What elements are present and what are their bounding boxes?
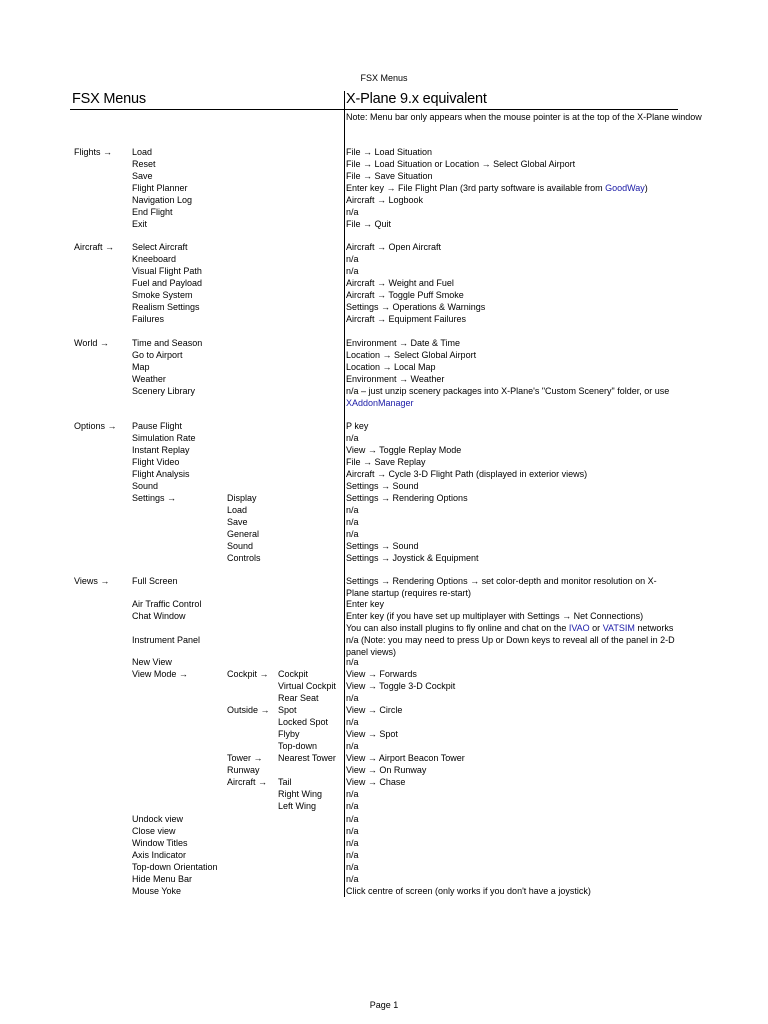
xplane-text: View → Toggle 3-D Cockpit — [346, 681, 456, 691]
page-header: FSX Menus — [360, 73, 408, 83]
fsx-menu-cell: Reset — [132, 159, 156, 169]
xplane-equivalent-cell — [346, 241, 441, 253]
fsx-menu-cell: End Flight — [132, 207, 173, 217]
xplane-equivalent-cell — [346, 800, 359, 812]
xplane-text: Aircraft → Cycle 3-D Flight Path (displayed in exterior views) — [346, 469, 588, 479]
xplane-equivalent-cell — [346, 873, 359, 885]
xplane-text: n/a — [346, 717, 359, 727]
xplane-text: File → Load Situation — [346, 147, 433, 157]
xplane-equivalent-cell — [346, 728, 398, 740]
xplane-equivalent-cell — [346, 170, 433, 182]
xplane-text: ) — [644, 183, 648, 193]
fsx-menu-cell: Right Wing — [278, 789, 323, 799]
xplane-text: Location → Select Global Airport — [346, 350, 477, 360]
xplane-text: n/a — [346, 517, 359, 527]
fsx-menu-cell: Chat Window — [132, 611, 186, 621]
xplane-text: n/a — [346, 433, 359, 443]
xplane-equivalent-cell — [346, 692, 359, 704]
xplane-text: View → Spot — [346, 729, 398, 739]
fsx-menu-cell: Undock view — [132, 814, 184, 824]
xplane-text: n/a — [346, 529, 359, 539]
fsx-menu-cell: Map — [132, 362, 150, 372]
xplane-text: n/a — [346, 838, 359, 848]
xplane-equivalent-cell — [346, 776, 405, 788]
xplane-text: n/a — [346, 505, 359, 515]
xplane-text: You can also install plugins to fly online and chat on the — [346, 623, 569, 633]
xplane-text: Environment → Date & Time — [346, 338, 461, 348]
xplane-text: Environment → Weather — [346, 374, 445, 384]
xplane-text: Note: Menu bar only appears when the mouse pointer is at the top of the X-Plane window — [346, 112, 702, 122]
xplane-equivalent-cell — [346, 740, 359, 752]
xplane-equivalent-cell — [346, 385, 678, 409]
xplane-equivalent-cell — [346, 289, 464, 301]
xplane-equivalent-cell — [346, 492, 468, 504]
fsx-menu-cell: Cockpit → — [227, 669, 269, 679]
fsx-menu-cell: Load — [132, 147, 153, 157]
xplane-text: Aircraft → Toggle Puff Smoke — [346, 290, 464, 300]
xplane-text: n/a — [346, 789, 359, 799]
fsx-menu-cell: Locked Spot — [278, 717, 329, 727]
xplane-text: n/a — [346, 693, 359, 703]
fsx-menu-cell: Weather — [132, 374, 166, 384]
fsx-menu-cell: Smoke System — [132, 290, 193, 300]
xplane-equivalent-cell — [346, 598, 384, 610]
fsx-menu-cell: New View — [132, 657, 172, 667]
xplane-text: Settings → Sound — [346, 481, 419, 491]
xplane-text: Settings → Joystick & Equipment — [346, 553, 479, 563]
xplane-text: Aircraft → Open Aircraft — [346, 242, 442, 252]
xplane-equivalent-cell — [346, 861, 359, 873]
xplane-equivalent-cell — [346, 622, 673, 634]
fsx-menu-cell: Virtual Cockpit — [278, 681, 336, 691]
fsx-menu-cell: Kneeboard — [132, 254, 177, 264]
fsx-menu-cell: Top-down — [278, 741, 318, 751]
column-divider — [344, 91, 345, 897]
fsx-menu-cell: Aircraft → — [74, 242, 115, 252]
xplane-text: n/a — [346, 826, 359, 836]
column-title-fsx: FSX Menus — [72, 91, 146, 107]
xplane-equivalent-cell — [346, 540, 419, 552]
xplane-text: or — [589, 623, 603, 633]
xplane-equivalent-cell — [346, 253, 359, 265]
fsx-menu-cell: Pause Flight — [132, 421, 183, 431]
xplane-equivalent-cell — [346, 182, 648, 194]
xplane-text: Aircraft → Equipment Failures — [346, 314, 467, 324]
xplane-equivalent-cell — [346, 788, 359, 800]
xplane-text: Settings → Rendering Options → set color-depth and monitor resolution on X-Plane startup (requires re-start) — [346, 576, 657, 598]
xplane-equivalent-cell — [346, 468, 587, 480]
fsx-menu-cell: Flight Video — [132, 457, 180, 467]
xplane-equivalent-cell — [346, 194, 423, 206]
xplane-equivalent-cell — [346, 813, 359, 825]
xplane-text: n/a — [346, 207, 359, 217]
xplane-equivalent-cell — [346, 504, 359, 516]
xplane-equivalent-cell — [346, 146, 432, 158]
xplane-equivalent-cell — [346, 680, 455, 692]
fsx-menu-cell: Rear Seat — [278, 693, 319, 703]
xplane-equivalent-cell — [346, 361, 436, 373]
xplane-text: Settings → Rendering Options — [346, 493, 468, 503]
xplane-equivalent-cell — [346, 158, 575, 170]
fsx-menu-cell: Sound — [227, 541, 254, 551]
fsx-menu-cell: Mouse Yoke — [132, 886, 182, 896]
fsx-menu-cell: Instant Replay — [132, 445, 190, 455]
fsx-menu-cell: Save — [227, 517, 248, 527]
xplane-text: File → Save Situation — [346, 171, 433, 181]
xplane-equivalent-cell — [346, 265, 359, 277]
xplane-equivalent-cell — [346, 552, 479, 564]
hyperlink[interactable]: GoodWay — [605, 183, 645, 193]
xplane-equivalent-cell — [346, 337, 460, 349]
xplane-equivalent-cell — [346, 111, 702, 123]
xplane-text: n/a – just unzip scenery packages into X-Plane's "Custom Scenery" folder, or use — [346, 386, 670, 396]
xplane-text: n/a — [346, 266, 359, 276]
fsx-menu-cell: Navigation Log — [132, 195, 193, 205]
fsx-menu-cell: Realism Settings — [132, 302, 200, 312]
xplane-equivalent-cell — [346, 668, 417, 680]
xplane-equivalent-cell — [346, 885, 591, 897]
xplane-text: n/a — [346, 741, 359, 751]
xplane-equivalent-cell — [346, 516, 359, 528]
xplane-equivalent-cell — [346, 656, 359, 668]
fsx-menu-cell: Hide Menu Bar — [132, 874, 193, 884]
xplane-equivalent-cell — [346, 373, 444, 385]
hyperlink[interactable]: VATSIM — [602, 623, 635, 633]
xplane-text: n/a — [346, 874, 359, 884]
fsx-menu-cell: Flight Planner — [132, 183, 188, 193]
xplane-text: View → On Runway — [346, 765, 427, 775]
column-title-xplane: X-Plane 9.x equivalent — [346, 91, 487, 107]
xplane-text: P key — [346, 421, 369, 431]
xplane-equivalent-cell — [346, 764, 426, 776]
fsx-menu-cell: Scenery Library — [132, 386, 196, 396]
xplane-equivalent-cell — [346, 837, 359, 849]
xplane-equivalent-cell — [346, 575, 678, 599]
fsx-menu-cell: Axis Indicator — [132, 850, 187, 860]
xplane-equivalent-cell — [346, 456, 426, 468]
fsx-menu-cell: Close view — [132, 826, 176, 836]
xplane-text: n/a — [346, 850, 359, 860]
xplane-equivalent-cell — [346, 480, 419, 492]
xplane-equivalent-cell — [346, 716, 359, 728]
xplane-equivalent-cell — [346, 610, 643, 622]
xplane-text: Settings → Operations & Warnings — [346, 302, 486, 312]
xplane-equivalent-cell — [346, 444, 461, 456]
xplane-text: n/a — [346, 801, 359, 811]
xplane-text: View → Airport Beacon Tower — [346, 753, 465, 763]
xplane-equivalent-cell — [346, 313, 466, 325]
fsx-menu-cell: Tower → — [227, 753, 263, 763]
xplane-text: File → Quit — [346, 219, 392, 229]
xplane-text: Location → Local Map — [346, 362, 436, 372]
fsx-menu-cell: Simulation Rate — [132, 433, 196, 443]
fsx-menu-cell: General — [227, 529, 260, 539]
fsx-menu-cell: Load — [227, 505, 248, 515]
fsx-menu-cell: Display — [227, 493, 257, 503]
xplane-equivalent-cell — [346, 825, 359, 837]
fsx-menu-cell: World → — [74, 338, 109, 348]
fsx-menu-cell: Settings → — [132, 493, 177, 503]
fsx-menu-cell: Exit — [132, 219, 148, 229]
fsx-menu-cell: Visual Flight Path — [132, 266, 202, 276]
xplane-equivalent-cell — [346, 301, 485, 313]
xplane-text: networks — [634, 623, 674, 633]
fsx-menu-cell: Save — [132, 171, 153, 181]
fsx-menu-cell: Time and Season — [132, 338, 203, 348]
xplane-text: Enter key → File Flight Plan (3rd party software is available from — [346, 183, 606, 193]
xplane-text: View → Forwards — [346, 669, 417, 679]
xplane-text: n/a — [346, 814, 359, 824]
header-rule — [70, 109, 678, 110]
fsx-menu-cell: Cockpit — [278, 669, 309, 679]
fsx-menu-cell: Full Screen — [132, 576, 178, 586]
fsx-menu-cell: Views → — [74, 576, 110, 586]
fsx-menu-cell: Air Traffic Control — [132, 599, 202, 609]
xplane-text: View → Circle — [346, 705, 403, 715]
xplane-text: n/a — [346, 254, 359, 264]
page-number: Page 1 — [369, 1000, 399, 1010]
xplane-equivalent-cell — [346, 277, 454, 289]
xplane-text: Aircraft → Logbook — [346, 195, 424, 205]
xplane-text: View → Chase — [346, 777, 406, 787]
fsx-menu-cell: Fuel and Payload — [132, 278, 203, 288]
xplane-equivalent-cell — [346, 420, 368, 432]
xplane-text: File → Load Situation or Location → Select Global Airport — [346, 159, 576, 169]
xplane-equivalent-cell — [346, 349, 476, 361]
fsx-menu-cell: Outside → — [227, 705, 270, 715]
fsx-menu-cell: Runway — [227, 765, 260, 775]
xplane-text: n/a (Note: you may need to press Up or Down keys to reveal all of the panel in 2-D panel views) — [346, 635, 675, 657]
xplane-equivalent-cell — [346, 704, 402, 716]
xplane-text: Settings → Sound — [346, 541, 419, 551]
fsx-menu-cell: Flights → — [74, 147, 113, 157]
xplane-equivalent-cell — [346, 206, 359, 218]
xplane-equivalent-cell — [346, 752, 465, 764]
fsx-menu-cell: Spot — [278, 705, 297, 715]
xplane-equivalent-cell — [346, 218, 391, 230]
fsx-menu-cell: Sound — [132, 481, 159, 491]
fsx-menu-cell: Flyby — [278, 729, 300, 739]
xplane-text: Click centre of screen (only works if you don't have a joystick) — [346, 886, 591, 896]
fsx-menu-cell: Top-down Orientation — [132, 862, 218, 872]
fsx-menu-cell: Go to Airport — [132, 350, 183, 360]
fsx-menu-cell: Controls — [227, 553, 261, 563]
xplane-text: View → Toggle Replay Mode — [346, 445, 462, 455]
hyperlink[interactable]: XAddonManager — [346, 398, 414, 408]
xplane-equivalent-cell — [346, 849, 359, 861]
xplane-text: Aircraft → Weight and Fuel — [346, 278, 454, 288]
fsx-menu-cell: Instrument Panel — [132, 635, 201, 645]
xplane-text: n/a — [346, 657, 359, 667]
xplane-equivalent-cell — [346, 432, 359, 444]
xplane-text: Enter key — [346, 599, 385, 609]
xplane-equivalent-cell — [346, 634, 678, 658]
fsx-menu-cell: Window Titles — [132, 838, 188, 848]
fsx-menu-cell: Tail — [278, 777, 292, 787]
fsx-menu-cell: Left Wing — [278, 801, 317, 811]
xplane-equivalent-cell — [346, 528, 359, 540]
fsx-menu-cell: Nearest Tower — [278, 753, 336, 763]
hyperlink[interactable]: IVAO — [568, 623, 590, 633]
fsx-menu-cell: Aircraft → — [227, 777, 268, 787]
fsx-menu-cell: Flight Analysis — [132, 469, 190, 479]
fsx-menu-cell: View Mode → — [132, 669, 188, 679]
fsx-menu-cell: Options → — [74, 421, 117, 431]
xplane-text: n/a — [346, 862, 359, 872]
xplane-text: File → Save Replay — [346, 457, 426, 467]
fsx-menu-cell: Failures — [132, 314, 165, 324]
fsx-menu-cell: Select Aircraft — [132, 242, 188, 252]
xplane-text: Enter key (if you have set up multiplayer with Settings → Net Connections) — [346, 611, 644, 621]
